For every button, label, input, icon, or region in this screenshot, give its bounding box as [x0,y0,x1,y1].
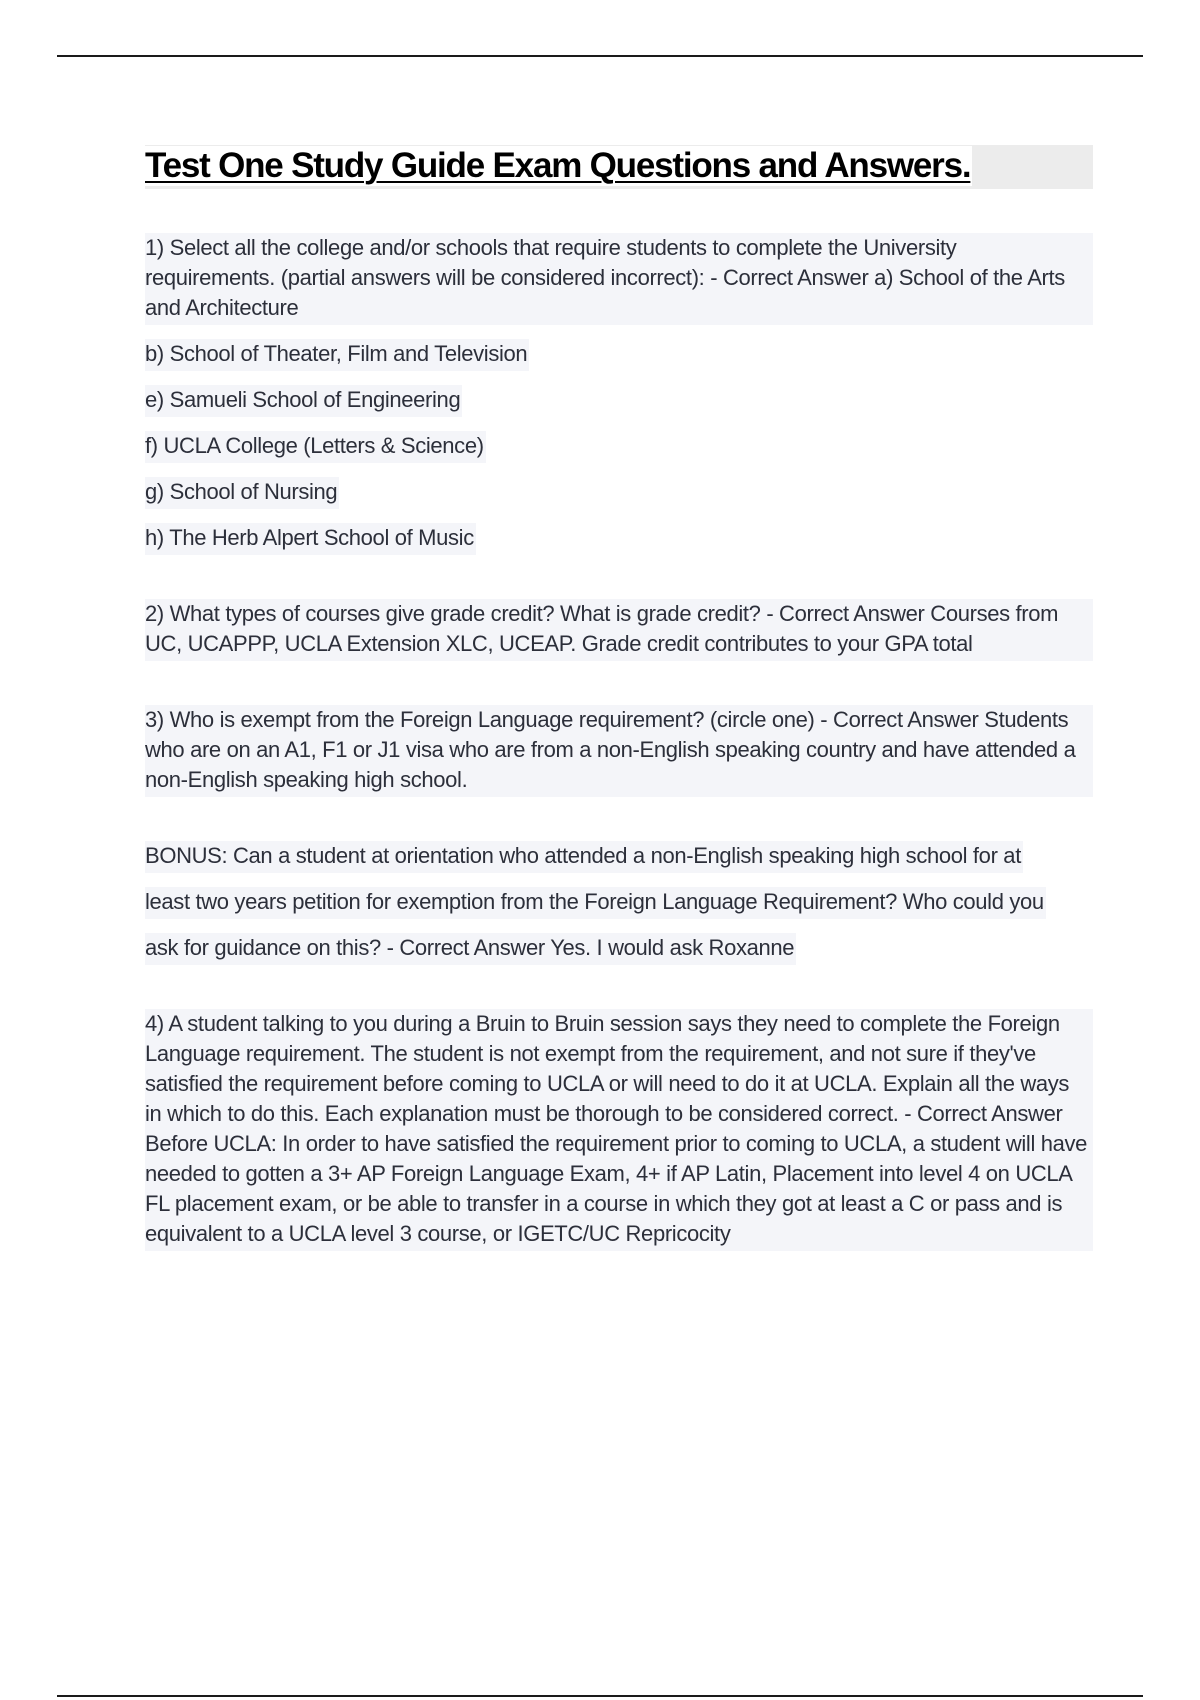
page-title: Test One Study Guide Exam Questions and Answers. [145,146,971,185]
answer-option: g) School of Nursing [145,477,339,509]
question-4-text: 4) A student talking to you during a Bruin to Bruin session says they need to complete the Foreign Language requirement. The student is not exempt from the requirement, and not sure if they've satisfied the requirement before coming to UCLA or will need to do it at UCLA. Explain all the ways in which to do this. Each explanation must be thorough to be considered correct. - Correct Answer Before UCLA: In order to have satisfied the requirement prior to coming to UCLA, a student will have needed to gotten a 3+ AP Foreign Language Exam, 4+ if AP Latin, Placement into level 4 on UCLA FL placement exam, or be able to transfer in a course in which they got at least a C or pass and is equivalent to a UCLA level 3 course, or IGETC/UC Repricocity [145,1009,1093,1251]
question-2-text: 2) What types of courses give grade credit? What is grade credit? - Correct Answer Courses from UC, UCAPPP, UCLA Extension XLC, UCEAP. Grade credit contributes to your GPA total [145,599,1093,661]
bonus-line-3: ask for guidance on this? - Correct Answer Yes. I would ask Roxanne [145,933,796,965]
answer-option: f) UCLA College (Letters & Science) [145,431,486,463]
question-1 [145,233,1093,555]
question-1-text: 1) Select all the college and/or schools that require students to complete the University requirements. (partial answers will be considered incorrect): - Correct Answer a) School of the Arts and Architecture [145,233,1093,325]
answer-option: b) School of Theater, Film and Television [145,339,529,371]
answer-option: h) The Herb Alpert School of Music [145,523,476,555]
question-4 [145,1009,1093,1251]
title-block [145,145,1093,189]
top-divider [57,55,1143,57]
answer-option: e) Samueli School of Engineering [145,385,462,417]
document-body [145,145,1093,1251]
question-3-text: 3) Who is exempt from the Foreign Language requirement? (circle one) - Correct Answer Students who are on an A1, F1 or J1 visa who are from a non-English speaking country and have attended a non-English speaking high school. [145,705,1093,797]
bonus-line-2: least two years petition for exemption from the Foreign Language Requirement? Who could you [145,887,1046,919]
bonus-line-1: BONUS: Can a student at orientation who attended a non-English speaking high school for at [145,841,1023,873]
bottom-divider [57,1695,1143,1697]
bonus-question [145,841,1093,965]
question-2 [145,599,1093,661]
question-3 [145,705,1093,797]
